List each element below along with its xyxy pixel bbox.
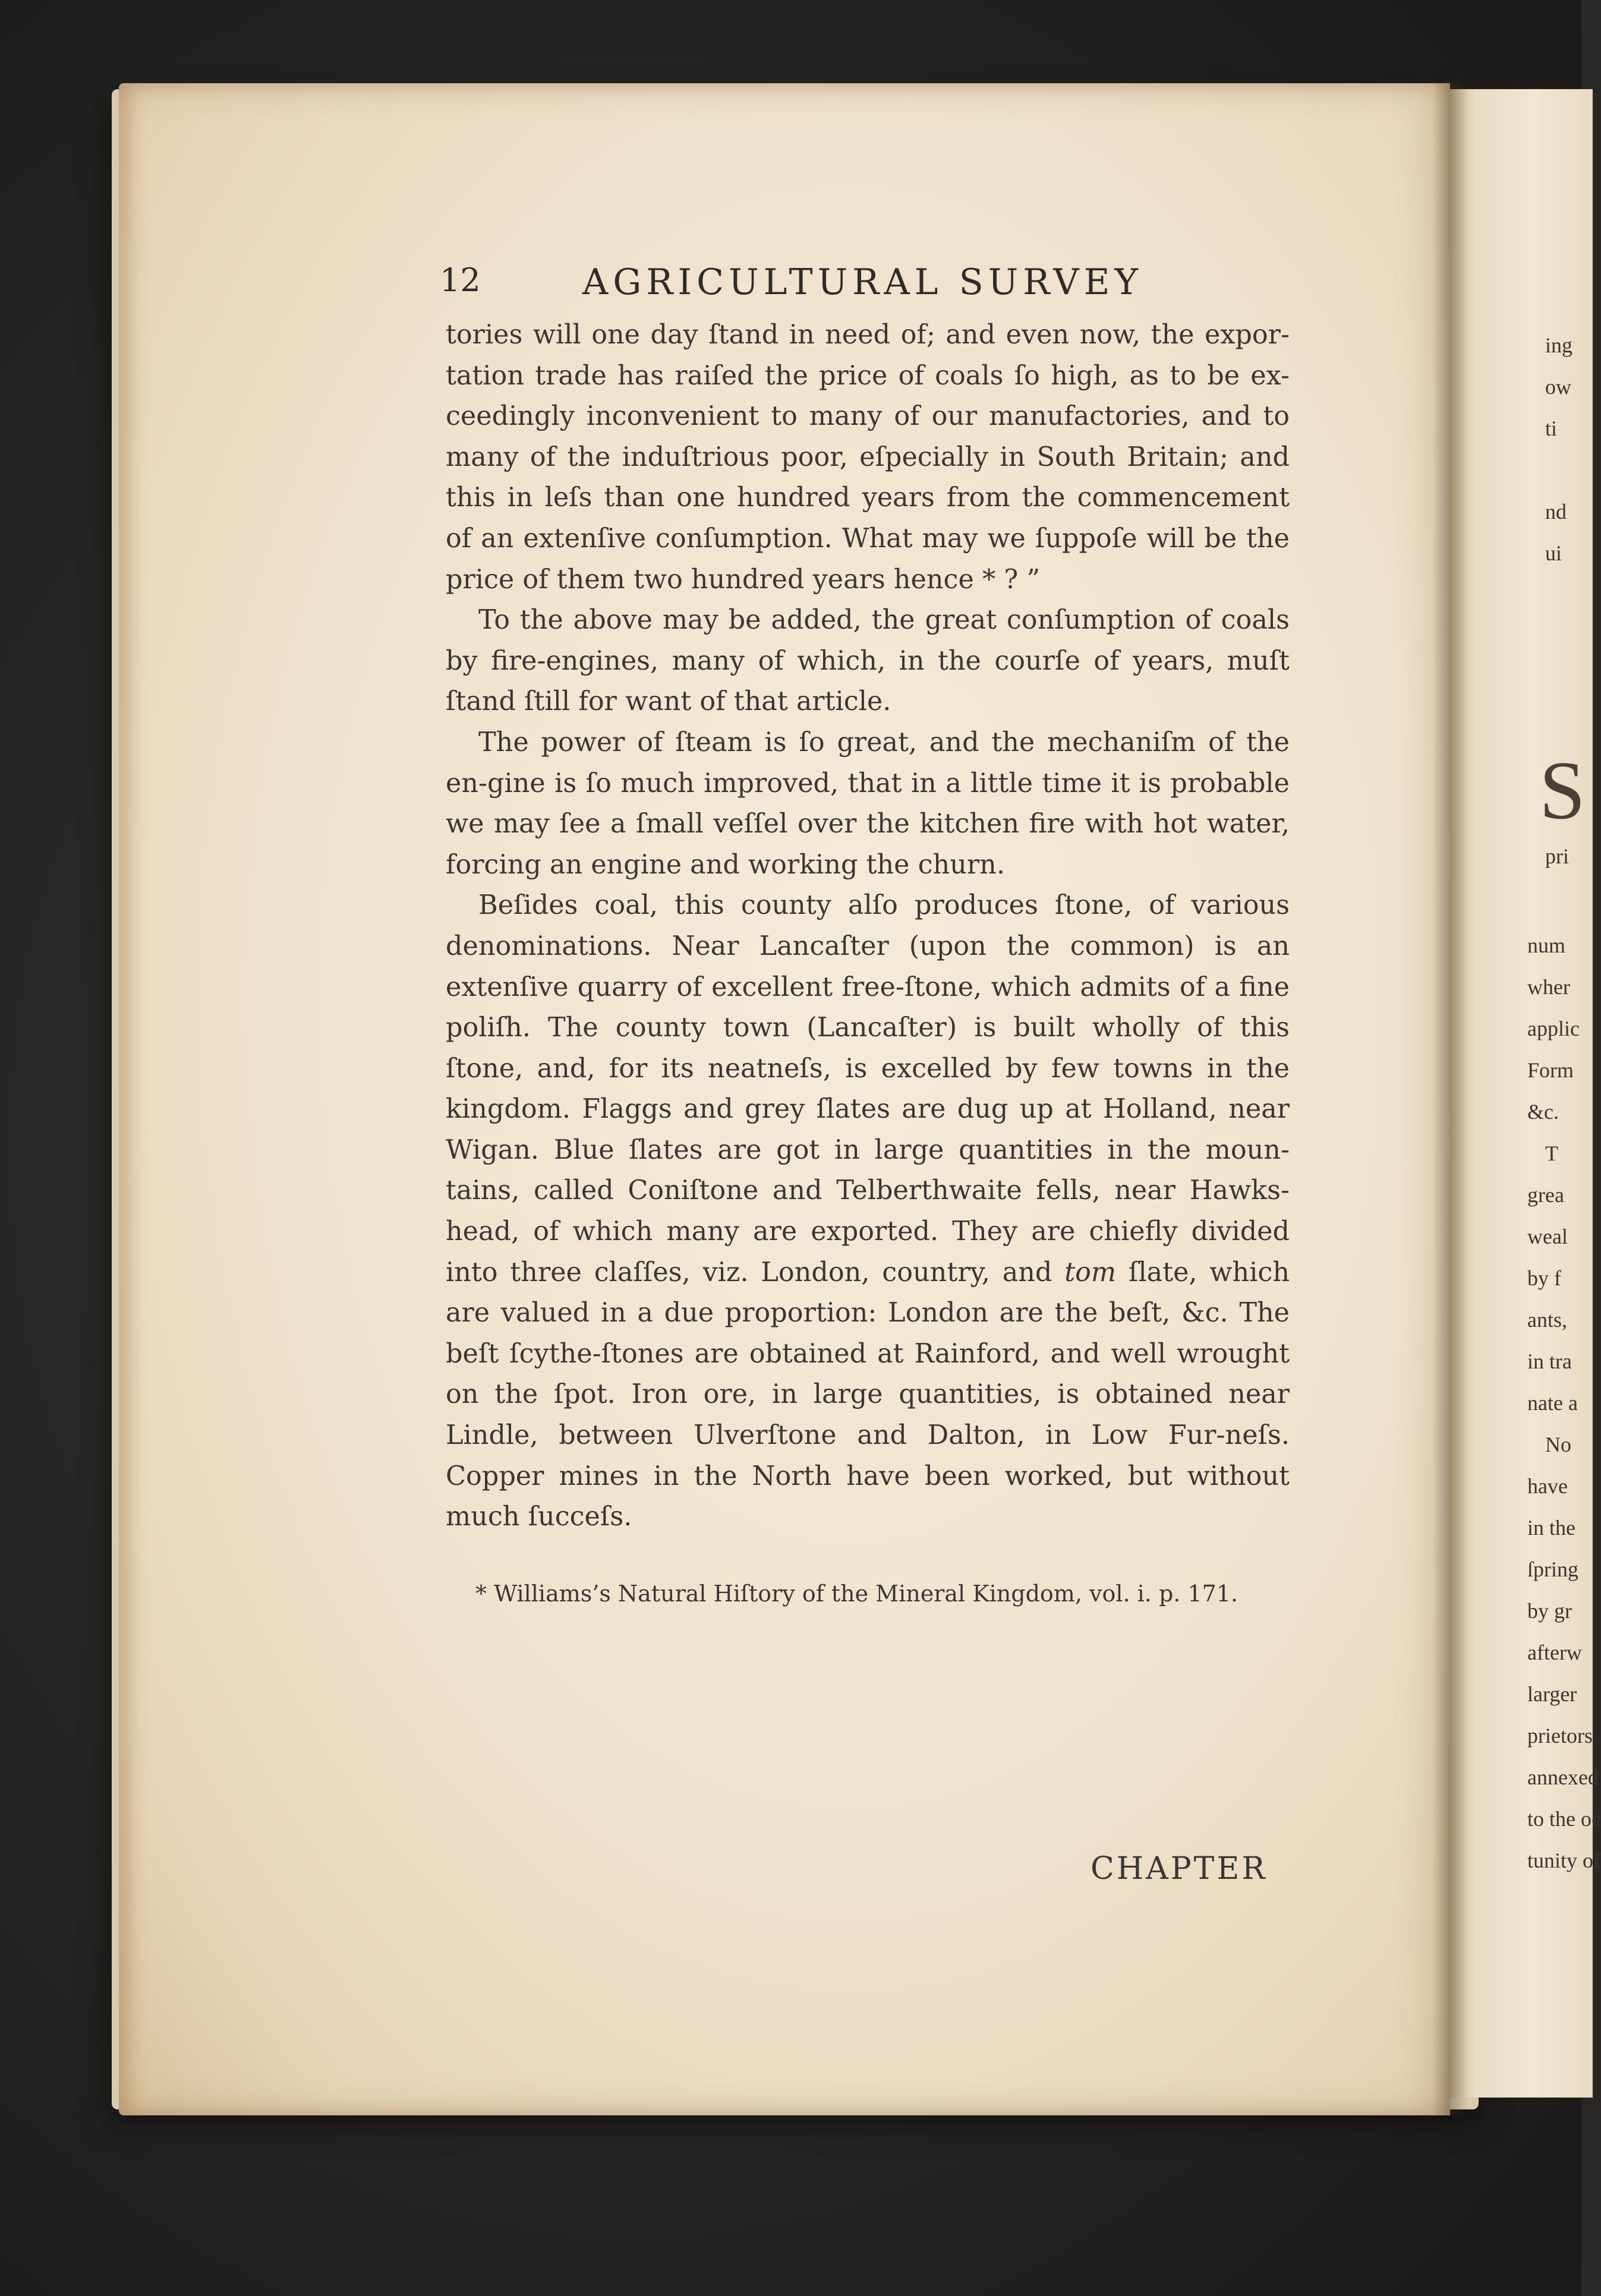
facing-fragment: ſpring (1527, 1557, 1578, 1581)
facing-fragment: prietors (1527, 1724, 1593, 1748)
facing-fragment: Form (1527, 1058, 1574, 1082)
facing-fragment: wher (1527, 975, 1570, 999)
paragraph-4-text-b: ſlate, which are valued in a due proportion: London are the beſt, &c. The beſt ſcythe-ſtones are obtained at Rainford, and well wrought on the ſpot. Iron ore, in large quantities, is obtained near Lindle, between Ulverſtone and Dalton, in Low Fur-neſs. Copper mines in the North have been worked, but without much ſucceſs. (446, 1257, 1290, 1532)
facing-fragment: by gr (1527, 1599, 1572, 1623)
catchword: CHAPTER (1091, 1851, 1268, 1887)
facing-page (1450, 89, 1593, 2098)
facing-fragment: afterw (1527, 1641, 1582, 1664)
facing-fragment: No (1545, 1433, 1571, 1456)
footnote: * Williams’s Natural Hiſtory of the Mineral Kingdom, vol. i. p. 171. (475, 1581, 1238, 1607)
facing-fragment: grea (1527, 1183, 1564, 1207)
facing-fragment: by f (1527, 1266, 1561, 1290)
facing-fragment: nate a (1527, 1391, 1578, 1415)
facing-fragment: ants, (1527, 1308, 1567, 1332)
facing-fragment: weal (1527, 1225, 1568, 1248)
facing-fragment: have (1527, 1474, 1568, 1498)
facing-fragment: tunity of (1527, 1849, 1600, 1872)
running-head (440, 261, 1153, 309)
facing-fragment: ing (1545, 333, 1573, 357)
facing-fragment: &c. (1527, 1100, 1559, 1124)
facing-page-initial: S (1539, 745, 1586, 837)
book-gutter (1432, 83, 1468, 2115)
paragraph-4 (446, 885, 1290, 1538)
paragraph-2: To the above may be added, the great conſumption of coals by fire-engines, many of which, in the courſe of years, muſt ſtand ſtill for want of that article. (446, 605, 1290, 717)
running-head-title: AGRICULTURAL SURVEY (582, 261, 1143, 303)
paragraph-3: The power of ſteam is ſo great, and the mechaniſm of the en-gine is ſo much improved, that in a little time it is probable we may ſee a ſmall veſſel over the kitchen fire with hot water, forcing an engine and working the churn. (446, 727, 1290, 880)
facing-fragment: larger (1527, 1682, 1577, 1706)
facing-fragment: in the (1527, 1516, 1575, 1540)
facing-fragment: to the oc (1527, 1807, 1601, 1831)
page-number: 12 (440, 261, 481, 299)
body-text (446, 315, 1290, 1538)
facing-fragment: ti (1545, 417, 1558, 440)
facing-fragment: T (1545, 1141, 1558, 1165)
paragraph-4-italic: tom (1064, 1257, 1117, 1288)
facing-fragment: ow (1545, 375, 1571, 399)
facing-fragment: pri (1545, 844, 1569, 868)
facing-fragment: ui (1545, 541, 1562, 565)
paragraph-1: tories will one day ſtand in need of; and even now, the expor-tation trade has raiſed the price of coals ſo high, as to be ex-ceedingly inconvenient to many of our manufactories, and to many of the induſtrious poor, eſpecially in South Britain; and this in leſs than one hundred years from the commencement of an extenſive conſumption. What may we ſuppoſe will be the price of them two hundred years hence * ? ” (446, 320, 1290, 595)
facing-fragment: num (1527, 933, 1566, 957)
facing-fragment: annexed (1527, 1765, 1599, 1789)
facing-fragment: applic (1527, 1017, 1580, 1040)
facing-fragment: nd (1545, 500, 1567, 523)
facing-fragment: in tra (1527, 1349, 1572, 1373)
paragraph-4-text-a: Beſides coal, this county alſo produces ſtone, of various denominations. Near Lancaſter (upon the common) is an extenſive quarry of excellent free-ſtone, which admits of a fine poliſh. The county town (Lancaſter) is built wholly of this ſtone, and, for its neatneſs, is excelled by few towns in the kingdom. Flaggs and grey ſlates are dug up at Holland, near Wigan. Blue ſlates are got in large quantities in the moun-tains, called Coniſtone and Telberthwaite fells, near Hawks-head, of which many are exported. They are chiefly divided into three claſſes, viz. London, country, and (446, 890, 1290, 1288)
